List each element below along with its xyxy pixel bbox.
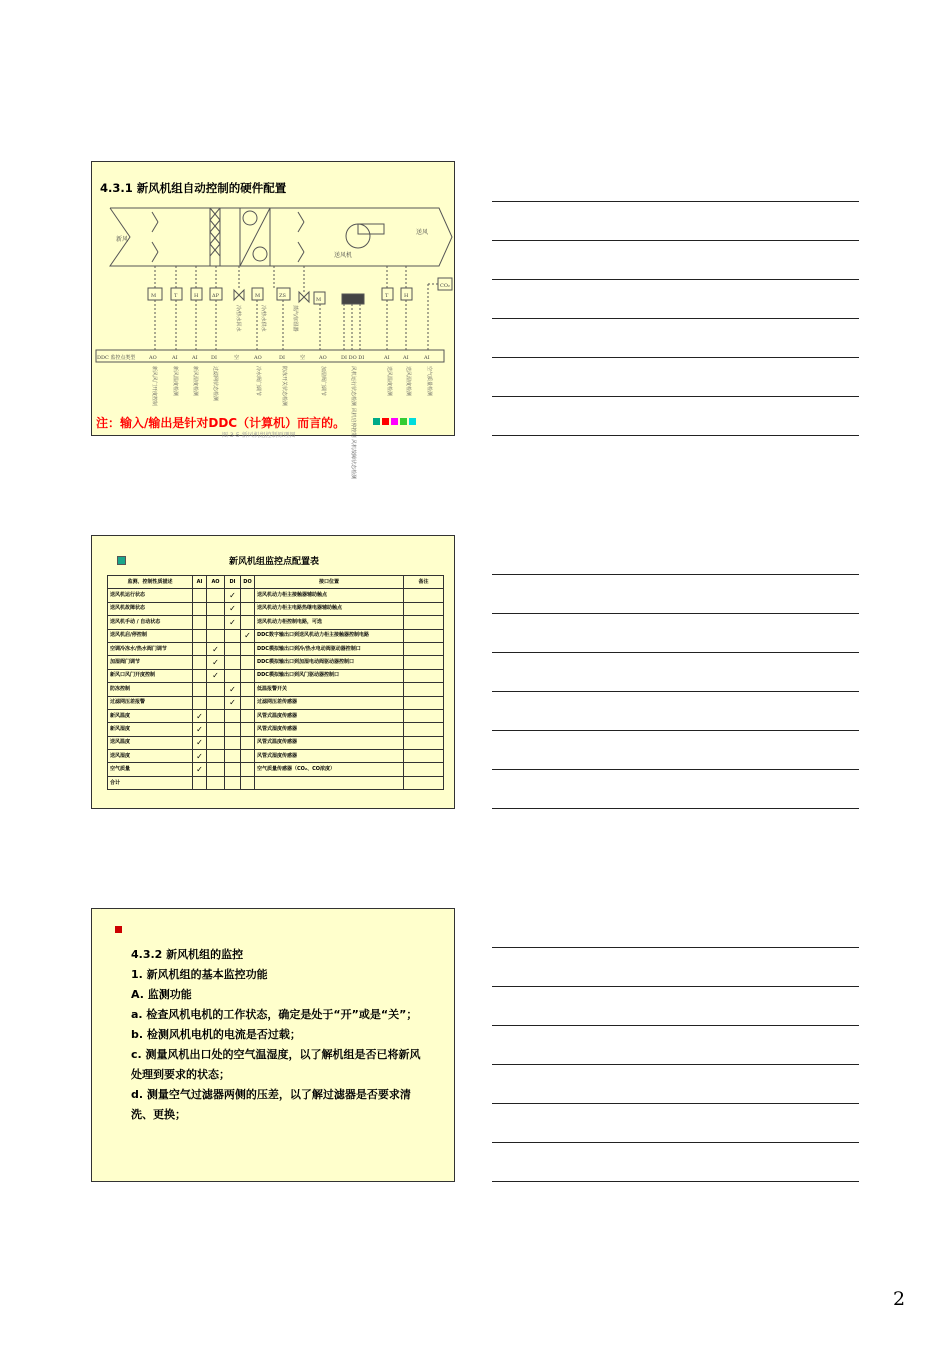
page-number: 2 [893, 1288, 906, 1310]
table-cell-di: ✓ [225, 683, 241, 696]
note-line [492, 1064, 859, 1065]
table-cell-ai: ✓ [193, 723, 207, 736]
swatch [382, 418, 389, 425]
sensor-label: M [151, 293, 157, 299]
note-line [492, 357, 859, 358]
note-line [492, 318, 859, 319]
bullet-icon [115, 926, 122, 933]
label-fan: 送风机 [334, 252, 353, 259]
io-point: 空 [234, 355, 240, 361]
swatch [400, 418, 407, 425]
table-cell-note [404, 656, 444, 669]
slide-title: 新风机组监控点配置表 [228, 557, 319, 567]
nav-swatches [373, 418, 416, 425]
table-cell-do [241, 642, 255, 655]
table-cell-port: 空气质量传感器（CO₂、CO浓度） [255, 763, 404, 776]
table-cell-di [225, 669, 241, 682]
table-cell-do [241, 616, 255, 629]
io-point: AI [403, 355, 409, 361]
table-row [108, 723, 444, 736]
table-header: AI [193, 576, 207, 589]
table-cell-ai [193, 602, 207, 615]
table-cell-di [225, 656, 241, 669]
point-description: 新风湿度检测 [192, 366, 198, 397]
table-cell-port: DDC模拟输出口到冷/热水电动阀驱动器控制口 [255, 642, 404, 655]
table-cell-desc: 空调冷冻水/热水阀门调节 [108, 642, 193, 655]
table-cell-di [225, 763, 241, 776]
table-cell-ao [207, 776, 225, 789]
point-description: 风机运行状态检测 风机启停控制 风机故障状态检测 [350, 366, 356, 480]
table-cell-desc: 新风温度 [108, 709, 193, 722]
io-note: 注：输入/输出是针对DDC（计算机）而言的。 [96, 416, 346, 430]
table-row [108, 589, 444, 602]
table-cell-di [225, 629, 241, 642]
table-cell-ao [207, 723, 225, 736]
table-cell-do [241, 696, 255, 709]
table-cell-note [404, 696, 444, 709]
table-cell-ai [193, 776, 207, 789]
table-cell-ao: ✓ [207, 656, 225, 669]
io-point: AI [424, 355, 430, 361]
table-cell-desc: 送风机手动 / 自动状态 [108, 616, 193, 629]
pipe-label: 冷/热水回水 [235, 305, 241, 332]
list-item: b. 检测风机电机的电流是否过载； [131, 1028, 301, 1041]
table-cell-ao: ✓ [207, 669, 225, 682]
note-line [492, 240, 859, 241]
monitoring-point-table [107, 575, 444, 790]
sensor-label: M [316, 297, 322, 303]
table-cell-ai [193, 642, 207, 655]
point-description: 送风温度检测 [386, 366, 392, 397]
table-cell-desc: 加湿阀门调节 [108, 656, 193, 669]
table-row [108, 669, 444, 682]
table-cell-ao [207, 736, 225, 749]
io-point: AI [384, 355, 390, 361]
table-cell-port: 过滤网压差传感器 [255, 696, 404, 709]
table-row [108, 763, 444, 776]
table-cell-note [404, 709, 444, 722]
table-cell-ao [207, 589, 225, 602]
table-cell-di [225, 709, 241, 722]
point-description: 新风风门开度控制 [151, 366, 157, 407]
table-cell-ai [193, 669, 207, 682]
table-row [108, 736, 444, 749]
table-cell-port: DDC模拟输出口到风门驱动器控制口 [255, 669, 404, 682]
note-line [492, 730, 859, 731]
table-row [108, 656, 444, 669]
table-cell-port: 送风机动力柜主电路热继电器辅助触点 [255, 602, 404, 615]
table-cell-ai [193, 656, 207, 669]
table-cell-desc: 送风机运行状态 [108, 589, 193, 602]
point-description: 过滤网状态检测 [212, 366, 218, 402]
sensor-label: T [174, 293, 178, 299]
table-cell-desc: 防冻控制 [108, 683, 193, 696]
table-cell-ai: ✓ [193, 750, 207, 763]
note-line [492, 435, 859, 436]
table-cell-desc: 过滤网压差报警 [108, 696, 193, 709]
note-line [492, 201, 859, 202]
note-line [492, 947, 859, 948]
table-cell-port: 送风机动力柜主接触器辅助触点 [255, 589, 404, 602]
io-point: DI DO DI [341, 355, 365, 361]
table-row [108, 776, 444, 789]
note-line [492, 986, 859, 987]
note-line [492, 279, 859, 280]
table-header: AO [207, 576, 225, 589]
table-cell-do [241, 709, 255, 722]
note-line [492, 808, 859, 809]
table-cell-do [241, 589, 255, 602]
point-description: 加湿阀门调节 [320, 366, 326, 397]
table-cell-note [404, 669, 444, 682]
list-item: a. 检查风机电机的工作状态，确定是处于“开”或是“关”； [131, 1008, 418, 1021]
table-cell-note [404, 642, 444, 655]
label-ddc-type: DDC 监控点类型 [97, 355, 136, 361]
sensor-label: ΔP [212, 293, 219, 299]
table-cell-do [241, 723, 255, 736]
table-cell-di: ✓ [225, 602, 241, 615]
note-line [492, 1181, 859, 1182]
slide-hardware-config [91, 161, 455, 480]
table-cell-di [225, 776, 241, 789]
table-cell-ai [193, 696, 207, 709]
table-cell-ao [207, 709, 225, 722]
note-line [492, 574, 859, 575]
table-header: 监测、控制性质描述 [108, 576, 193, 589]
point-description: 冷水阀门调节 [255, 366, 261, 397]
table-cell-desc: 合计 [108, 776, 193, 789]
sensor-label: ZS [279, 293, 286, 299]
table-cell-note [404, 616, 444, 629]
table-cell-ai [193, 629, 207, 642]
table-cell-note [404, 763, 444, 776]
point-description: 防冻开关状态检测 [281, 366, 287, 407]
list-item: c. 测量风机出口处的空气温湿度，以了解机组是否已将新风处理到要求的状态； [131, 1048, 421, 1081]
swatch [391, 418, 398, 425]
list-heading: A. 监测功能 [131, 988, 192, 1001]
io-point: AO [254, 355, 262, 361]
table-cell-port: 风管式温度传感器 [255, 709, 404, 722]
note-line [492, 1142, 859, 1143]
table-cell-desc: 新风湿度 [108, 723, 193, 736]
label-co2: CO₂ [440, 283, 450, 289]
note-line [492, 652, 859, 653]
io-point: AO [149, 355, 157, 361]
table-cell-di: ✓ [225, 589, 241, 602]
table-cell-ai [193, 589, 207, 602]
note-line [492, 396, 859, 397]
table-cell-di [225, 642, 241, 655]
table-cell-note [404, 683, 444, 696]
table-cell-ao [207, 696, 225, 709]
io-point: AO [319, 355, 327, 361]
table-cell-do: ✓ [241, 629, 255, 642]
label-supply-air: 送风 [416, 229, 429, 236]
figure-caption: 图 3-5 新风机组控制原理图 [222, 432, 296, 439]
table-cell-ao [207, 763, 225, 776]
note-line [492, 691, 859, 692]
table-cell-do [241, 776, 255, 789]
table-cell-desc: 送风湿度 [108, 750, 193, 763]
table-cell-port: 风管式温度传感器 [255, 736, 404, 749]
sensor-label: T [385, 293, 389, 299]
table-cell-do [241, 602, 255, 615]
io-point: DI [279, 355, 285, 361]
table-cell-port: DDC模拟输出口到加湿电动阀驱动器控制口 [255, 656, 404, 669]
point-description: 新风温度检测 [172, 366, 178, 397]
table-header: DO [241, 576, 255, 589]
table-cell-do [241, 763, 255, 776]
table-row [108, 709, 444, 722]
table-cell-di: ✓ [225, 696, 241, 709]
point-description: 送风湿度检测 [405, 366, 411, 397]
table-cell-do [241, 736, 255, 749]
section-heading: 4.3.2 新风机组的监控 [131, 948, 244, 961]
table-row [108, 629, 444, 642]
table-cell-ai [193, 616, 207, 629]
table-cell-port: 风管式湿度传感器 [255, 723, 404, 736]
pipe-label: 冷/热水供水 [260, 305, 266, 332]
slide-title: 4.3.1 新风机组自动控制的硬件配置 [100, 181, 287, 195]
table-cell-note [404, 750, 444, 763]
table-cell-desc: 送风温度 [108, 736, 193, 749]
note-line [492, 613, 859, 614]
table-cell-di [225, 736, 241, 749]
table-cell-note [404, 736, 444, 749]
table-cell-ao [207, 750, 225, 763]
table-cell-ao [207, 683, 225, 696]
table-row [108, 642, 444, 655]
table-cell-ao: ✓ [207, 642, 225, 655]
swatch [409, 418, 416, 425]
table-cell-desc: 新风口风门开度控制 [108, 669, 193, 682]
table-cell-do [241, 683, 255, 696]
pipe-label: 蒸汽/加湿器 [292, 305, 298, 332]
table-header: DI [225, 576, 241, 589]
sensor-label: H [194, 293, 199, 299]
slide-monitoring-functions [91, 908, 455, 1182]
swatch [373, 418, 380, 425]
table-cell-do [241, 750, 255, 763]
table-cell-note [404, 629, 444, 642]
io-point: AI [172, 355, 178, 361]
slide-monitoring-table [91, 535, 455, 809]
list-item: d. 测量空气过滤器两侧的压差，以了解过滤器是否要求清洗、更换； [131, 1088, 411, 1121]
table-cell-port: 送风机动力柜控制电路，可选 [255, 616, 404, 629]
table-cell-ai: ✓ [193, 709, 207, 722]
table-cell-ai [193, 683, 207, 696]
sensor-label: M [255, 293, 261, 299]
note-line [492, 769, 859, 770]
table-cell-port: DDC数字输出口到送风机动力柜主接触器控制电路 [255, 629, 404, 642]
point-description: 空气质量检测 [426, 366, 432, 397]
table-row [108, 683, 444, 696]
table-cell-do [241, 669, 255, 682]
label-fresh-air: 新风 [116, 236, 129, 243]
table-cell-port [255, 776, 404, 789]
table-cell-note [404, 589, 444, 602]
table-cell-note [404, 776, 444, 789]
table-cell-di: ✓ [225, 616, 241, 629]
table-cell-di [225, 723, 241, 736]
table-cell-ai: ✓ [193, 736, 207, 749]
table-header: 备注 [404, 576, 444, 589]
table-row [108, 602, 444, 615]
table-cell-di [225, 750, 241, 763]
table-row [108, 750, 444, 763]
table-cell-port: 风管式湿度传感器 [255, 750, 404, 763]
table-cell-note [404, 723, 444, 736]
table-cell-desc: 送风机故障状态 [108, 602, 193, 615]
table-cell-desc: 送风机启/停控制 [108, 629, 193, 642]
table-cell-ai: ✓ [193, 763, 207, 776]
io-point: 空 [300, 355, 306, 361]
note-line [492, 1103, 859, 1104]
table-cell-port: 低温报警开关 [255, 683, 404, 696]
io-point: DI [211, 355, 217, 361]
sensor-label: H [404, 293, 409, 299]
table-cell-ao [207, 629, 225, 642]
table-cell-desc: 空气质量 [108, 763, 193, 776]
note-line [492, 1025, 859, 1026]
table-row [108, 696, 444, 709]
slide-body [131, 945, 431, 1125]
table-row [108, 616, 444, 629]
table-cell-ao [207, 602, 225, 615]
table-cell-do [241, 656, 255, 669]
table-header: 接口位置 [255, 576, 404, 589]
table-cell-note [404, 602, 444, 615]
table-cell-ao [207, 616, 225, 629]
io-point: AI [192, 355, 198, 361]
table-header-row [108, 576, 444, 589]
subsection-heading: 1. 新风机组的基本监控功能 [131, 968, 268, 981]
